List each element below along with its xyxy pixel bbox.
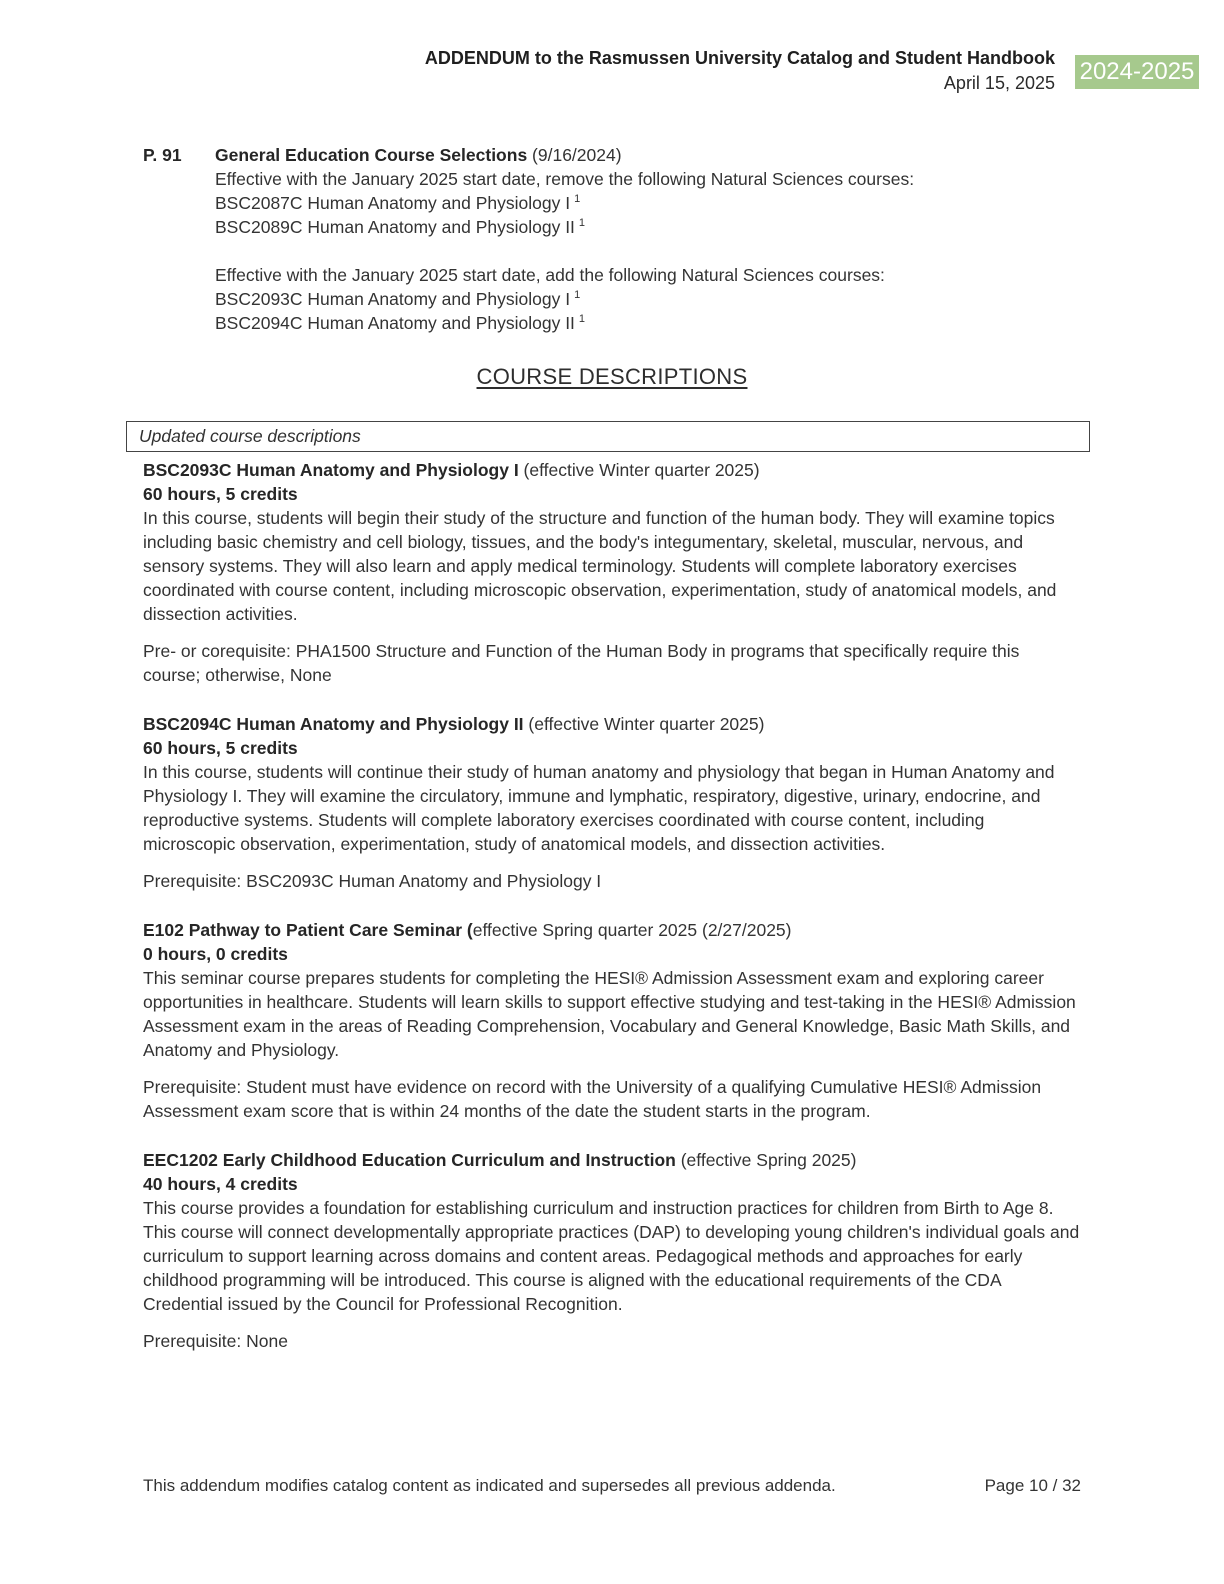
updated-descriptions-box: Updated course descriptions: [126, 421, 1090, 452]
entry-heading-date: (9/16/2024): [527, 145, 622, 165]
course-prerequisite: Prerequisite: Student must have evidence on record with the University of a qualifying Cumulative HESI® Admission Assessment exam score that is within 24 months of the date the student starts in the program.: [143, 1077, 1042, 1121]
course-effective-note: effective Spring quarter 2025 (2/27/2025): [472, 920, 792, 940]
document-title: ADDENDUM to the Rasmussen University Catalog and Student Handbook: [424, 48, 1055, 68]
course-block-bsc2093c: [143, 458, 1081, 687]
course-line-text: BSC2094C Human Anatomy and Physiology II: [215, 313, 575, 333]
course-block-bsc2094c: [143, 712, 1081, 893]
course-prerequisite: Prerequisite: BSC2093C Human Anatomy and Physiology I: [143, 871, 602, 891]
course-code-title: BSC2093C Human Anatomy and Physiology I: [143, 460, 519, 480]
course-title-line: [143, 918, 1081, 942]
footnote-marker: 1: [574, 289, 581, 302]
course-credits: 0 hours, 0 credits: [143, 944, 288, 964]
spacer: [215, 239, 1081, 263]
catalog-year-badge: 2024-2025: [1075, 55, 1199, 89]
entry-heading: General Education Course Selections: [215, 145, 528, 165]
footnote-marker: 1: [578, 217, 586, 230]
page-footer: [143, 1474, 1081, 1498]
page-number: Page 10 / 32: [984, 1476, 1081, 1495]
course-prerequisite: Prerequisite: None: [143, 1331, 288, 1351]
course-description: This course provides a foundation for establishing curriculum and instruction practices for children from Birth to Age 8. This course will connect developmentally appropriate practices (DAP) to developing young children's individual goals and curriculum to support learning across domains and content areas. Pedagogical methods and approaches for early childhood programming will be introduced. This course is aligned with the educational requirements of the CDA Credential issued by the Council for Professional Recognition.: [143, 1198, 1080, 1314]
document-date: April 15, 2025: [943, 73, 1055, 93]
footnote-marker: 1: [578, 313, 586, 326]
section-heading: [143, 363, 1081, 391]
course-credits: 60 hours, 5 credits: [143, 484, 298, 504]
course-line-text: BSC2087C Human Anatomy and Physiology I: [215, 193, 571, 213]
course-description: In this course, students will continue their study of human anatomy and physiology that began in Human Anatomy and Physiology I. They will examine the circulatory, immune and lymphatic, respiratory, digestive, urinary, endocrine, and reproductive systems. Students will complete laboratory exercises coordinated with course content, including microscopic observation, experimentation, study of anatomical models, and dissection activities.: [143, 762, 1055, 854]
course-effective-note: (effective Winter quarter 2025): [523, 714, 765, 734]
course-block-eec1202: [143, 1148, 1081, 1353]
course-line: [215, 311, 1081, 335]
course-code-title: EEC1202 Early Childhood Education Curriculum and Instruction: [143, 1150, 676, 1170]
course-line-text: BSC2089C Human Anatomy and Physiology II: [215, 217, 575, 237]
page-content: [139, 143, 1081, 1353]
course-credits: 60 hours, 5 credits: [143, 738, 298, 758]
course-credits: 40 hours, 4 credits: [143, 1174, 298, 1194]
course-description: This seminar course prepares students for completing the HESI® Admission Assessment exam and exploring career opportunities in healthcare. Students will learn skills to support effective studying and test-taking in the HESI® Admission Assessment exam in the areas of Reading Comprehension, Vocabulary and General Knowledge, Basic Math Skills, and Anatomy and Physiology.: [143, 968, 1076, 1060]
addendum-entry-p91: [143, 143, 1081, 335]
addendum-entry-body: [215, 143, 1081, 335]
course-line: [215, 215, 1081, 239]
course-line: [215, 287, 1081, 311]
course-code-title: E102 Pathway to Patient Care Seminar (: [143, 920, 473, 940]
remove-courses-intro: Effective with the January 2025 start date, remove the following Natural Sciences courses:: [215, 169, 915, 189]
page-header: [425, 46, 1055, 96]
add-courses-intro: Effective with the January 2025 start date, add the following Natural Sciences courses:: [215, 265, 885, 285]
entry-heading-line: [215, 143, 1081, 167]
course-line: [215, 191, 1081, 215]
course-block-e102: [143, 918, 1081, 1123]
course-effective-note: (effective Spring 2025): [675, 1150, 857, 1170]
course-title-line: [143, 712, 1081, 736]
section-heading-text: COURSE DESCRIPTIONS: [476, 364, 748, 389]
footer-note: This addendum modifies catalog content as indicated and supersedes all previous addenda.: [143, 1476, 836, 1495]
course-description: In this course, students will begin their study of the structure and function of the human body. They will examine topics including basic chemistry and cell biology, tissues, and the body's integumentary, skeletal, muscular, nervous, and sensory systems. They will also learn and apply medical terminology. Students will complete laboratory exercises coordinated with course content, including microscopic observation, experimentation, study of anatomical models, and dissection activities.: [143, 508, 1057, 624]
course-line-text: BSC2093C Human Anatomy and Physiology I: [215, 289, 571, 309]
course-title-line: [143, 458, 1081, 482]
course-code-title: BSC2094C Human Anatomy and Physiology II: [143, 714, 524, 734]
course-effective-note: (effective Winter quarter 2025): [518, 460, 760, 480]
page-reference: P. 91: [143, 145, 182, 165]
course-title-line: [143, 1148, 1081, 1172]
footnote-marker: 1: [574, 193, 581, 206]
course-prerequisite: Pre- or corequisite: PHA1500 Structure and Function of the Human Body in programs that specifically require this course; otherwise, None: [143, 641, 1020, 685]
